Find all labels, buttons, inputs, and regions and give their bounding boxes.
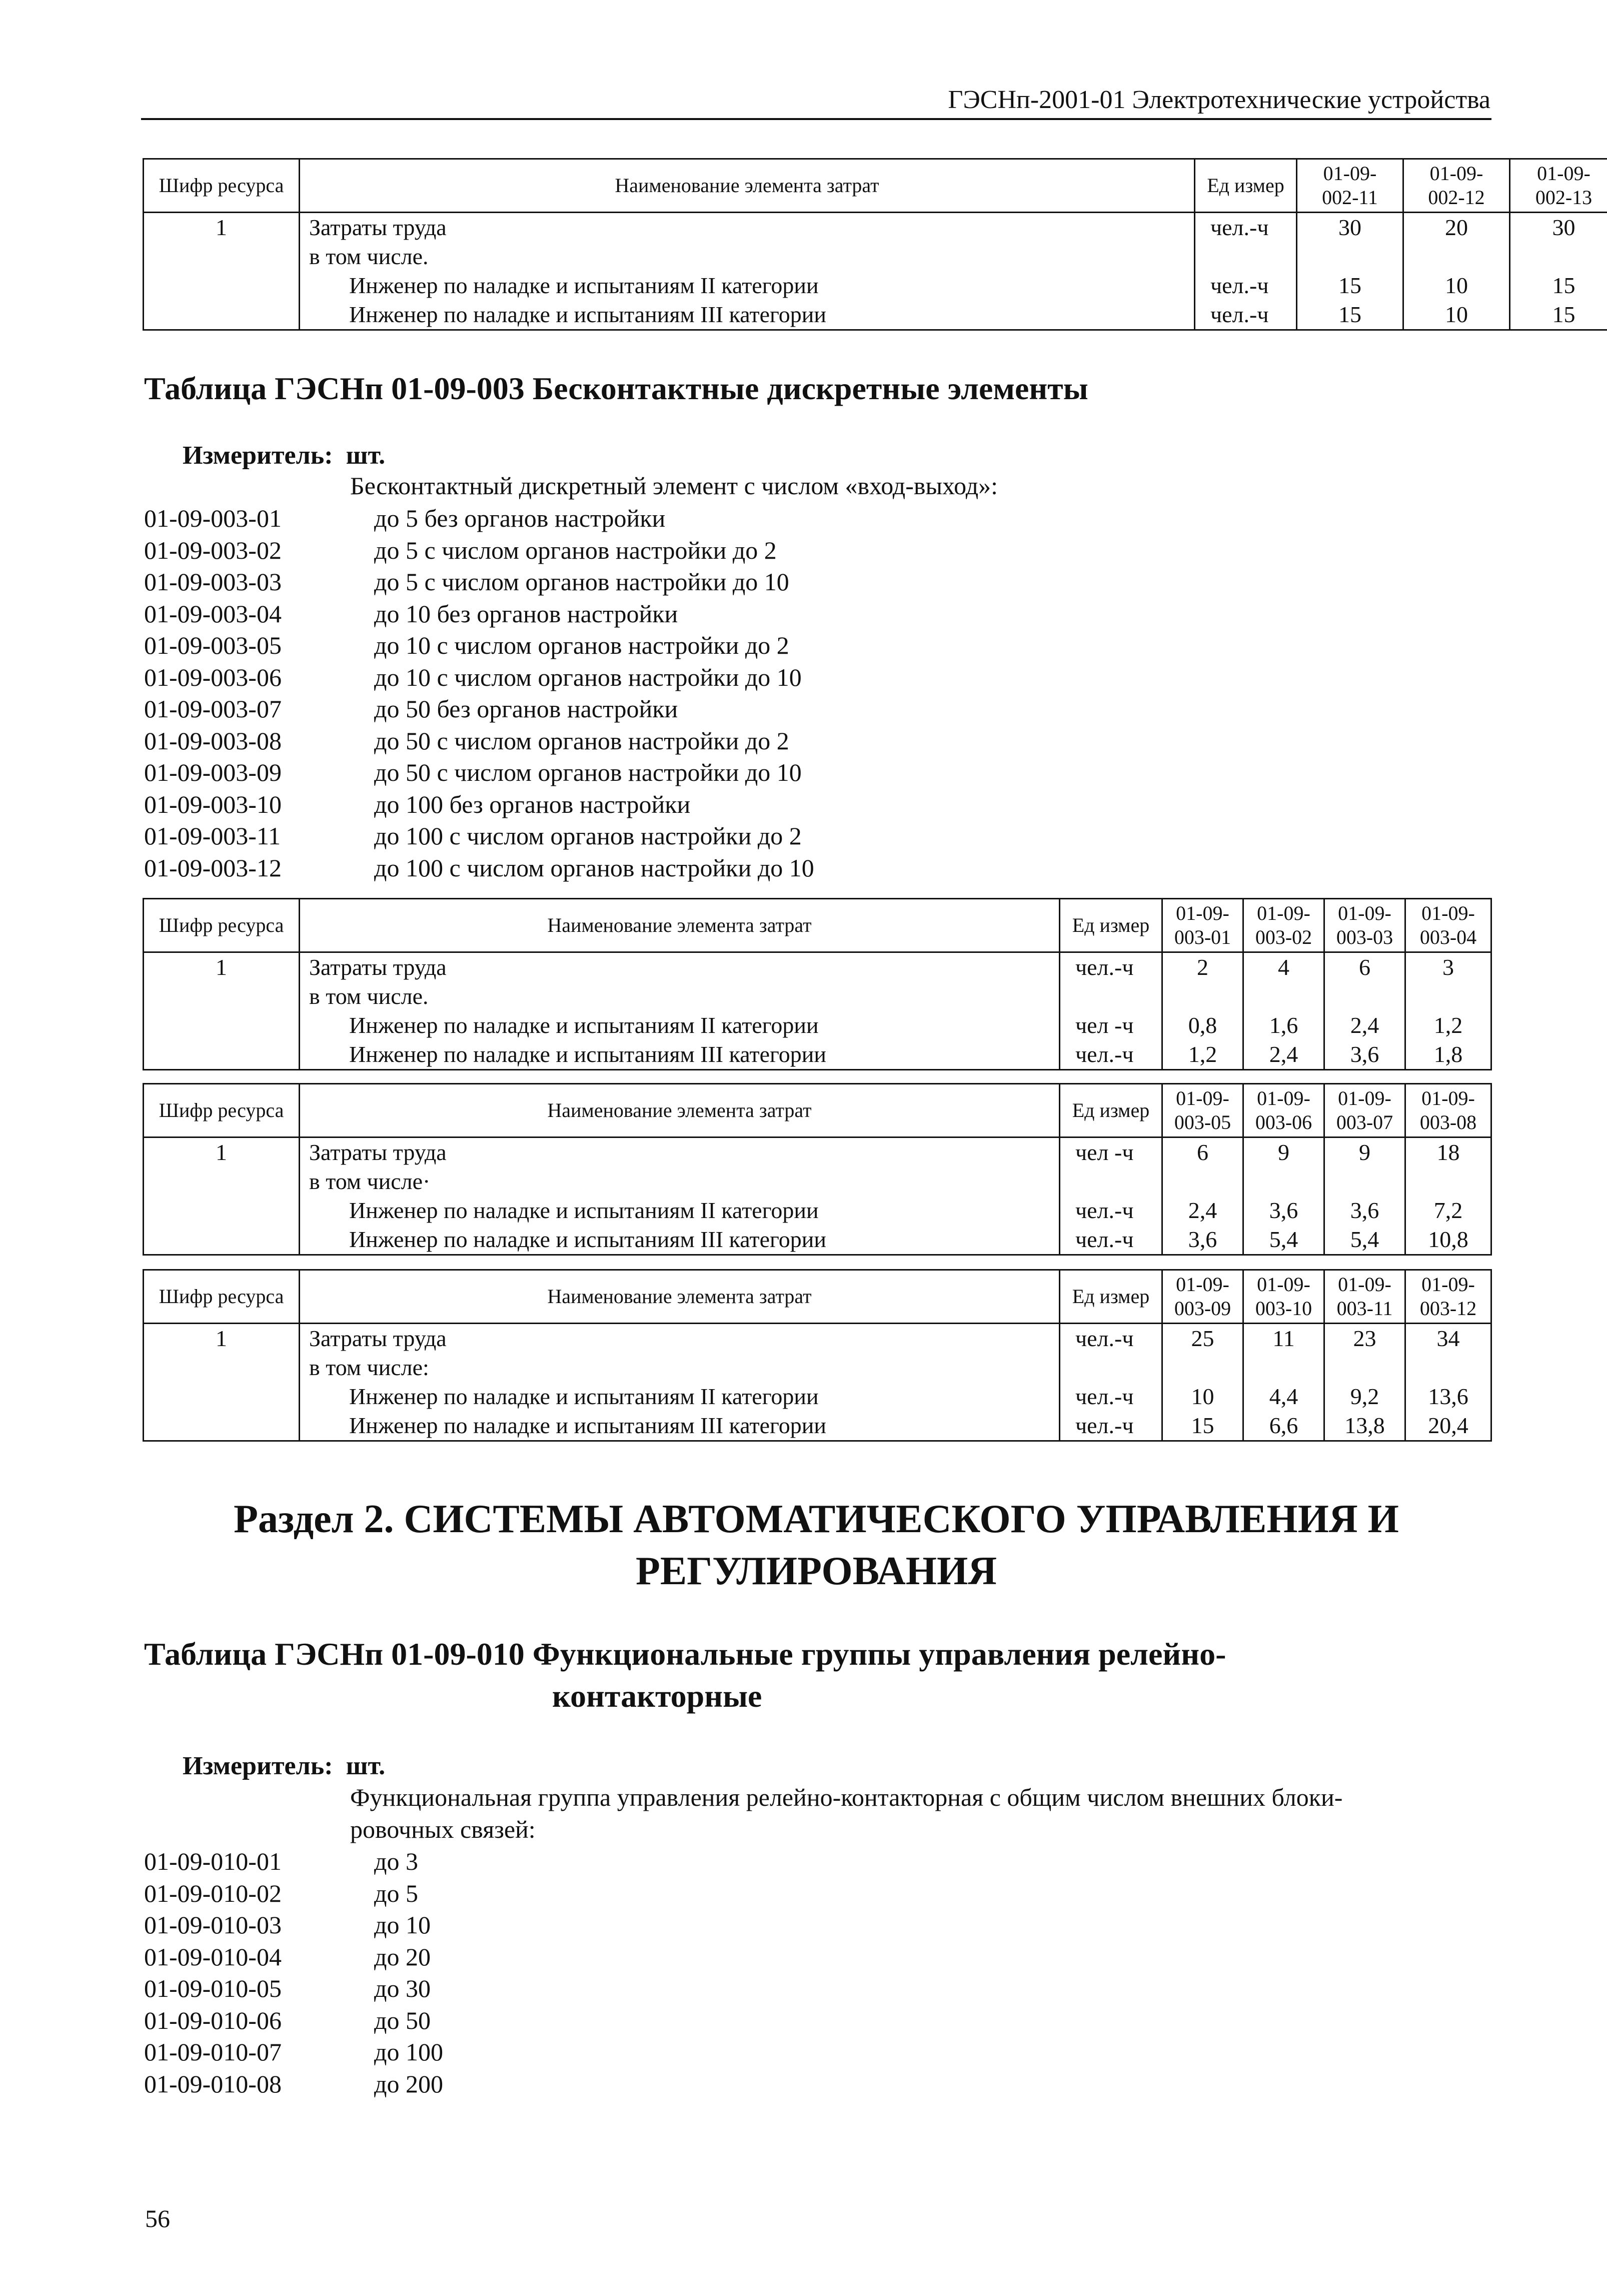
resource-table-003-c [143,1269,1492,1442]
value-cell: 1,8 [1433,1041,1463,1067]
value-cell [1406,1167,1490,1196]
table-title-line: контакторные [552,1678,762,1714]
col-header-norm: 01-09- 003-07 [1324,1084,1405,1137]
col-header-code: Шифр ресурса [144,1270,300,1324]
resource-units [1060,1137,1162,1255]
value-cell: 2,4 [1269,1041,1298,1067]
norm-description: до 5 без органов настройки [374,504,666,532]
list-item [144,503,814,535]
norm-code: 01-09-010-08 [144,2069,282,2098]
unit-value: чел -ч [1075,1139,1134,1165]
value-cell: 3 [1442,954,1454,980]
norm-description: до 50 [374,2006,431,2034]
value-cell: 6 [1359,954,1370,980]
list-item [144,852,814,884]
list-item [144,820,814,852]
section-heading [141,1493,1491,1597]
col-header-norm: 01-09- 003-03 [1324,899,1405,952]
value-cell: 6,6 [1269,1413,1298,1438]
norm-values [1403,213,1510,330]
norm-description: до 30 [374,1974,431,2002]
norm-values [1324,1137,1405,1255]
norm-code: 01-09-010-04 [144,1942,282,1971]
measure-label [183,1751,385,1782]
resource-units [1195,213,1297,330]
value-cell: 20 [1445,215,1468,240]
norm-code: 01-09-003-12 [144,853,282,882]
table-row [144,1137,1491,1255]
list-item [144,2068,443,2100]
unit-value: чел -ч [1075,1012,1134,1038]
norm-description: до 10 [374,1911,431,1939]
value-cell: 9,2 [1350,1384,1379,1409]
norm-code: 01-09-003-10 [144,790,282,818]
cost-item: Инженер по наладке и испытаниям II категории [349,1384,819,1409]
list-item [144,1846,443,1878]
value-cell: 5,4 [1350,1227,1379,1252]
resource-table-003-b [143,1083,1492,1256]
col-header-norm: 01-09- 003-05 [1162,1084,1243,1137]
col-header-unit: Ед измер [1060,1084,1162,1137]
norm-code: 01-09-003-09 [144,758,282,786]
list-item [144,535,814,567]
norm-values [1243,952,1324,1070]
col-header-norm: 01-09- 002-13 [1510,159,1607,213]
norm-values [1162,1324,1243,1441]
resource-names [300,1324,1060,1441]
unit-value: чел.-ч [1210,273,1269,298]
value-cell: 10,8 [1428,1227,1468,1252]
cost-item: в том числе: [309,1355,429,1380]
value-cell: 25 [1191,1326,1214,1351]
value-cell: 15 [1552,302,1575,327]
norm-code: 01-09-010-07 [144,2038,282,2066]
col-header-norm: 01-09- 003-01 [1162,899,1243,952]
value-cell: 20,4 [1428,1413,1468,1438]
norm-description: до 50 с числом органов настройки до 2 [374,726,789,755]
value-cell: 10 [1445,273,1468,298]
table-row [144,213,1607,330]
value-cell: 10 [1445,302,1468,327]
norm-code: 01-09-010-02 [144,1879,282,1907]
unit-value: чел.-ч [1210,302,1269,327]
norm-description: до 100 без органов настройки [374,790,691,818]
resource-units [1060,1324,1162,1441]
value-cell [1325,1353,1404,1382]
col-header-norm: 01-09- 003-04 [1405,899,1491,952]
cost-item: Инженер по наладке и испытаниям II категории [349,273,819,298]
value-cell: 9 [1359,1139,1370,1165]
norm-description: до 50 без органов настройки [374,695,678,723]
resource-units [1060,952,1162,1070]
norm-values [1510,213,1607,330]
col-header-norm: 01-09- 003-10 [1243,1270,1324,1324]
value-cell [1244,1167,1323,1196]
norm-code: 01-09-003-06 [144,663,282,691]
unit-value: чел.-ч [1075,1326,1134,1351]
list-intro [350,1782,1490,1845]
measure-label [183,440,385,471]
resource-code: 1 [144,1324,300,1441]
norm-code: 01-09-003-08 [144,726,282,755]
unit-value [1210,242,1296,271]
list-item [144,566,814,598]
norm-description: до 100 с числом органов настройки до 2 [374,822,802,850]
col-header-unit: Ед измер [1195,159,1297,213]
value-cell: 5,4 [1269,1227,1298,1252]
value-cell: 10 [1191,1384,1214,1409]
value-cell: 2,4 [1188,1198,1217,1223]
col-header-code: Шифр ресурса [144,159,300,213]
value-cell [1163,1353,1242,1382]
value-cell [1406,1353,1490,1382]
value-cell [1325,1167,1404,1196]
resource-names [300,213,1195,330]
cost-item: в том числе. [309,244,429,269]
col-header-norm: 01-09- 003-12 [1405,1270,1491,1324]
norm-list-003 [144,503,814,884]
col-header-name: Наименование элемента затрат [300,159,1195,213]
value-cell: 1,2 [1188,1041,1217,1067]
resource-code: 1 [144,952,300,1070]
norm-code: 01-09-003-07 [144,695,282,723]
cost-item: Затраты труда [309,215,447,240]
col-header-norm: 01-09- 003-06 [1243,1084,1324,1137]
measure-unit: шт. [346,1752,386,1780]
section-heading-line: РЕГУЛИРОВАНИЯ [635,1549,997,1593]
cost-item: Инженер по наладке и испытаниям II категории [349,1012,819,1038]
cost-item: Инженер по наладке и испытаниям III категории [349,1413,826,1438]
value-cell [1163,1167,1242,1196]
section-heading-line: Раздел 2. СИСТЕМЫ АВТОМАТИЧЕСКОГО УПРАВЛЕНИЯ И [234,1497,1399,1541]
cost-item: Затраты труда [309,954,447,980]
norm-values [1324,1324,1405,1441]
col-header-norm: 01-09- 002-11 [1297,159,1403,213]
norm-description: до 100 [374,2038,443,2066]
norm-code: 01-09-003-05 [144,631,282,659]
unit-value: чел.-ч [1075,1384,1134,1409]
norm-code: 01-09-010-06 [144,2006,282,2034]
resource-table-002 [143,158,1607,331]
norm-code: 01-09-003-03 [144,568,282,596]
cost-item: Инженер по наладке и испытаниям II категории [349,1198,819,1223]
norm-description: до 20 [374,1942,431,1971]
norm-code: 01-09-010-03 [144,1911,282,1939]
value-cell: 7,2 [1433,1198,1463,1223]
norm-description: до 5 с числом органов настройки до 2 [374,536,777,564]
norm-values [1405,1324,1491,1441]
unit-value [1075,1353,1161,1382]
norm-description: до 10 с числом органов настройки до 2 [374,631,789,659]
norm-code: 01-09-003-02 [144,536,282,564]
table-title-010 [144,1633,1226,1717]
resource-names [300,1137,1060,1255]
value-cell: 1,6 [1269,1012,1298,1038]
list-item [144,2036,443,2068]
unit-value: чел.-ч [1075,1198,1134,1223]
value-cell: 30 [1552,215,1575,240]
norm-code: 01-09-003-01 [144,504,282,532]
value-cell [1244,982,1323,1011]
col-header-name: Наименование элемента затрат [300,1084,1060,1137]
unit-value [1075,982,1161,1011]
list-intro-line: ровочных связей: [350,1815,536,1843]
table-row [144,1324,1491,1441]
col-header-norm: 01-09- 002-12 [1403,159,1510,213]
table-title-line: Таблица ГЭСНп 01-09-010 Функциональные группы управления релейно- [144,1636,1226,1672]
cost-item: Затраты труда [309,1326,447,1351]
cost-item: в том числе· [309,1169,431,1194]
norm-code: 01-09-010-05 [144,1974,282,2002]
value-cell [1325,982,1404,1011]
cost-item: Затраты труда [309,1139,447,1165]
norm-values [1297,213,1403,330]
page-number: 56 [145,2204,170,2232]
running-header: ГЭСНп-2001-01 Электротехнические устройства [948,86,1490,114]
list-item [144,693,814,725]
list-intro-line: Функциональная группа управления релейно-контакторная с общим числом внешних блоки- [350,1783,1343,1811]
list-item [144,1909,443,1941]
norm-code: 01-09-003-11 [144,822,281,850]
value-cell: 23 [1353,1326,1376,1351]
unit-value: чел.-ч [1075,954,1134,980]
unit-value [1075,1167,1161,1196]
value-cell: 6 [1197,1139,1208,1165]
value-cell: 34 [1436,1326,1460,1351]
norm-description: до 10 с числом органов настройки до 10 [374,663,802,691]
value-cell: 9 [1278,1139,1289,1165]
value-cell: 1,2 [1433,1012,1463,1038]
norm-values [1405,1137,1491,1255]
resource-table-003-a [143,898,1492,1070]
list-item [144,1878,443,1910]
norm-values [1405,952,1491,1070]
list-item [144,598,814,630]
cost-item: Инженер по наладке и испытаниям III категории [349,1227,826,1252]
col-header-norm: 01-09- 003-09 [1162,1270,1243,1324]
value-cell: 3,6 [1188,1227,1217,1252]
norm-description: до 3 [374,1847,418,1875]
norm-description: до 5 с числом органов настройки до 10 [374,568,789,596]
table-row [144,952,1491,1070]
norm-values [1243,1137,1324,1255]
norm-description: до 200 [374,2069,443,2098]
value-cell: 3,6 [1269,1198,1298,1223]
norm-list-010 [144,1846,443,2100]
col-header-name: Наименование элемента затрат [300,899,1060,952]
norm-description: до 5 [374,1879,418,1907]
list-item [144,630,814,662]
value-cell: 4 [1278,954,1289,980]
norm-description: до 10 без органов настройки [374,599,678,628]
resource-code: 1 [144,1137,300,1255]
list-item [144,789,814,821]
list-item [144,662,814,694]
list-item [144,1973,443,2005]
value-cell: 0,8 [1188,1012,1217,1038]
value-cell: 4,4 [1269,1384,1298,1409]
value-cell [1244,1353,1323,1382]
norm-code: 01-09-010-01 [144,1847,282,1875]
resource-names [300,952,1060,1070]
value-cell: 15 [1338,302,1361,327]
value-cell: 3,6 [1350,1041,1379,1067]
norm-code: 01-09-003-04 [144,599,282,628]
list-item [144,1941,443,1973]
value-cell [1297,242,1402,271]
list-item [144,725,814,757]
table-title-003: Таблица ГЭСНп 01-09-003 Бесконтактные дискретные элементы [144,371,1088,406]
col-header-unit: Ед измер [1060,899,1162,952]
measure-label-text: Измеритель: [183,1752,333,1780]
value-cell [1406,982,1490,1011]
value-cell: 2,4 [1350,1012,1379,1038]
col-header-norm: 01-09- 003-08 [1405,1084,1491,1137]
norm-values [1243,1324,1324,1441]
measure-label-text: Измеритель: [183,441,333,470]
value-cell: 11 [1272,1326,1295,1351]
measure-unit: шт. [346,441,386,470]
list-intro: Бесконтактный дискретный элемент с числом «вход-выход»: [350,472,998,500]
col-header-name: Наименование элемента затрат [300,1270,1060,1324]
value-cell: 30 [1338,215,1361,240]
unit-value: чел.-ч [1075,1227,1134,1252]
resource-code: 1 [144,213,300,330]
norm-description: до 50 с числом органов настройки до 10 [374,758,802,786]
col-header-code: Шифр ресурса [144,899,300,952]
norm-description: до 100 с числом органов настройки до 10 [374,853,814,882]
value-cell: 13,6 [1428,1384,1468,1409]
col-header-code: Шифр ресурса [144,1084,300,1137]
unit-value: чел.-ч [1075,1413,1134,1438]
value-cell: 15 [1552,273,1575,298]
cost-item: Инженер по наладке и испытаниям III категории [349,302,826,327]
unit-value: чел.-ч [1075,1041,1134,1067]
cost-item: в том числе. [309,983,429,1009]
value-cell [1163,982,1242,1011]
value-cell [1404,242,1509,271]
value-cell: 13,8 [1344,1413,1385,1438]
value-cell: 15 [1191,1413,1214,1438]
list-item [144,757,814,789]
value-cell: 15 [1338,273,1361,298]
norm-values [1162,1137,1243,1255]
unit-value: чел.-ч [1210,215,1269,240]
col-header-norm: 01-09- 003-02 [1243,899,1324,952]
norm-values [1324,952,1405,1070]
header-rule [141,118,1491,120]
norm-values [1162,952,1243,1070]
value-cell [1510,242,1607,271]
list-item [144,2005,443,2037]
value-cell: 3,6 [1350,1198,1379,1223]
cost-item: Инженер по наладке и испытаниям III категории [349,1041,826,1067]
col-header-norm: 01-09- 003-11 [1324,1270,1405,1324]
value-cell: 2 [1197,954,1208,980]
value-cell: 18 [1436,1139,1460,1165]
col-header-unit: Ед измер [1060,1270,1162,1324]
